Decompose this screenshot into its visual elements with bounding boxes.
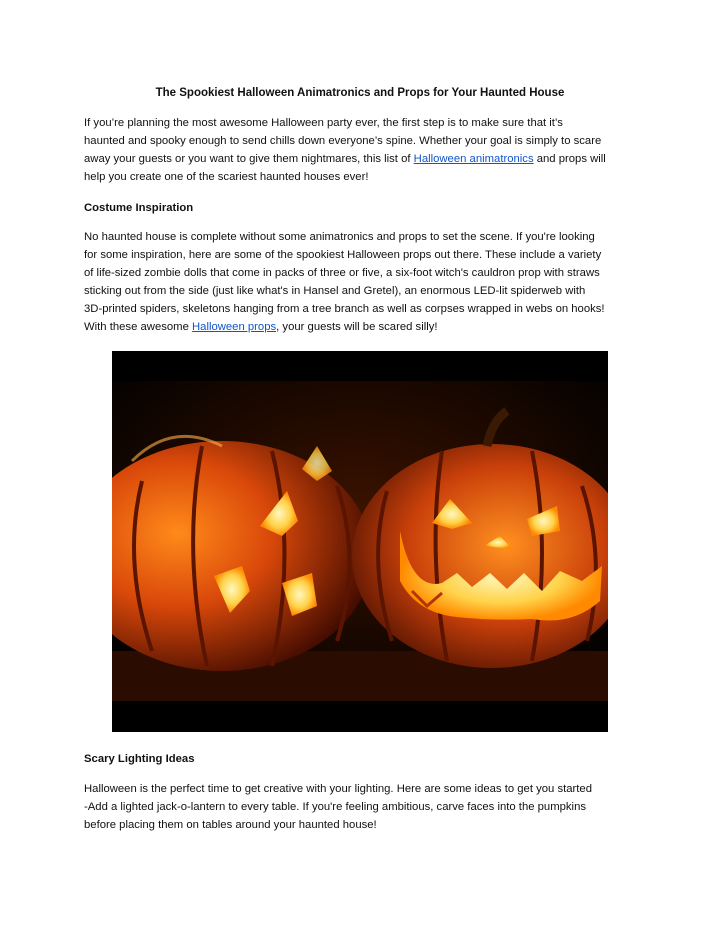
intro-paragraph [84,114,644,186]
intro-line-3 [84,150,644,168]
costume-line-3: of life-sized zombie dolls that come in packs of three or five, a six-foot witch's cauldron prop with straws [84,267,600,279]
intro-line-4: help you create one of the scariest haunted houses ever! [84,171,369,183]
costume-line-6 [84,318,644,336]
costume-line-5: 3D-printed spiders, skeletons hanging from a tree branch as well as corpses wrapped in webs on hooks! [84,303,605,315]
scary-lighting-heading: Scary Lighting Ideas [84,753,195,765]
document-title: The Spookiest Halloween Animatronics and Props for Your Haunted House [155,87,565,99]
intro-line-2: haunted and spooky enough to send chills down everyone’s spine. Whether your goal is simply to scare [84,135,602,147]
lighting-paragraph [84,780,644,834]
halloween-animatronics-link[interactable]: Halloween animatronics [413,153,534,165]
lighting-line-3: before placing them on tables around your haunted house! [84,819,377,831]
costume-inspiration-heading: Costume Inspiration [84,202,194,214]
intro-text: away your guests or you want to give them nightmares, this list of [84,153,414,165]
lighting-line-2: -Add a lighted jack-o-lantern to every table. If you're feeling ambitious, carve faces into the pumpkins [84,801,586,813]
costume-paragraph [84,228,644,336]
jack-o-lantern-photo [112,351,608,732]
costume-line-4: sticking out from the side (just like what's in Hansel and Gretel), an enormous LED-lit spiderweb with [84,285,586,297]
costume-text: , your guests will be scared silly! [276,321,438,333]
intro-text: and props will [533,153,606,165]
jack-o-lantern-illustration [112,351,608,732]
costume-text: With these awesome [84,321,192,333]
halloween-props-link[interactable]: Halloween props [192,321,277,333]
costume-line-1: No haunted house is complete without some animatronics and props to set the scene. If you're looking [84,231,595,243]
intro-line-1: If you’re planning the most awesome Halloween party ever, the first step is to make sure that it’s [84,117,563,129]
costume-line-2: for some inspiration, here are some of the spookiest Halloween props out there. These include a variety [84,249,602,261]
lighting-line-1: Halloween is the perfect time to get creative with your lighting. Here are some ideas to get you started [84,783,592,795]
